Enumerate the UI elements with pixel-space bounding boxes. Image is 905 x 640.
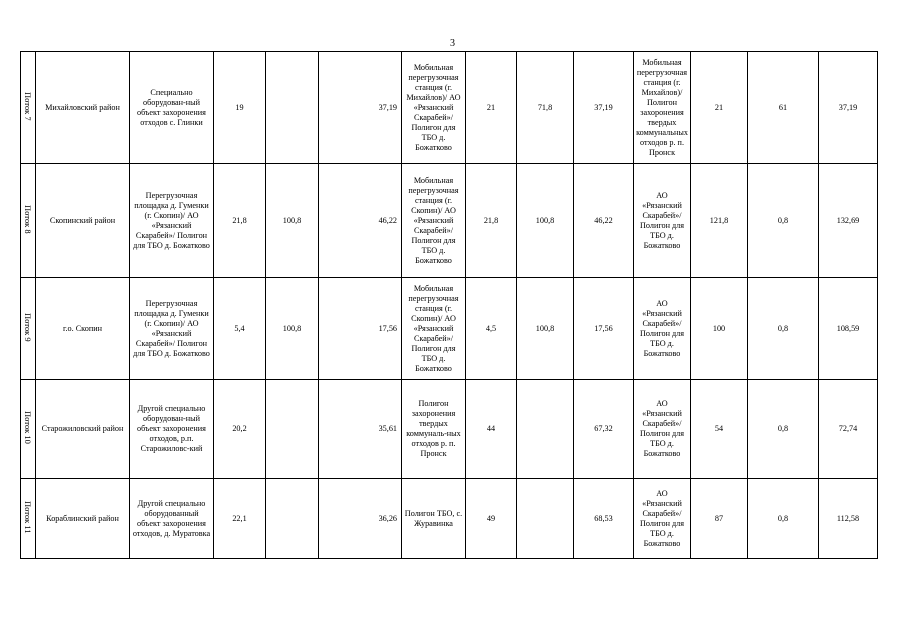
value-cell bbox=[266, 52, 319, 164]
value-cell: 20,2 bbox=[214, 380, 266, 479]
value-cell bbox=[266, 380, 319, 479]
flow-label: Поток 11 bbox=[23, 500, 33, 534]
object3-cell bbox=[634, 479, 691, 559]
flow-label: Поток 7 bbox=[23, 91, 33, 121]
table-row bbox=[21, 380, 878, 479]
value-cell bbox=[266, 479, 319, 559]
object3-text: АО «Рязанский Скарабей»/ Полигон для ТБО д. Божатково bbox=[639, 190, 685, 250]
object1-text: Специально оборудован-ный объект захоронения отходов с. Глинки bbox=[137, 87, 206, 127]
value-cell: 112,58 bbox=[819, 479, 878, 559]
value-cell: 61 bbox=[748, 52, 819, 164]
value-cell: 21,8 bbox=[466, 164, 517, 278]
value-cell: 0,8 bbox=[748, 479, 819, 559]
value-cell: 108,59 bbox=[819, 278, 878, 380]
object2-text: Полигон ТБО, с. Журавинка bbox=[404, 508, 463, 528]
value-cell: 46,22 bbox=[574, 164, 634, 278]
flow-cell bbox=[21, 52, 36, 164]
district-label: Скопинский район bbox=[49, 215, 116, 225]
object2-cell bbox=[402, 164, 466, 278]
object2-cell bbox=[402, 380, 466, 479]
value-cell: 68,53 bbox=[574, 479, 634, 559]
table-row bbox=[21, 479, 878, 559]
object3-text: Мобильная перегрузочная станция (г. Михайлов)/ Полигон захоронения твердых коммунальных отходов р. п. Пронск bbox=[636, 57, 688, 157]
value-cell: 19 bbox=[214, 52, 266, 164]
flow-label: Поток 9 bbox=[23, 312, 33, 342]
flow-cell bbox=[21, 479, 36, 559]
value-cell: 100,8 bbox=[266, 164, 319, 278]
district-cell bbox=[36, 479, 130, 559]
flow-cell bbox=[21, 278, 36, 380]
value-cell: 54 bbox=[691, 380, 748, 479]
value-cell: 5,4 bbox=[214, 278, 266, 380]
object2-text: Мобильная перегрузочная станция (г. Михайлов)/ АО «Рязанский Скарабей»/ Полигон для ТБО д. Божатково bbox=[406, 62, 461, 152]
object2-text: Мобильная перегрузочная станция (г. Скопин)/ АО «Рязанский Скарабей»/ Полигон для ТБО д. Божатково bbox=[408, 175, 459, 265]
district-cell bbox=[36, 380, 130, 479]
object1-cell bbox=[130, 278, 214, 380]
value-cell: 46,22 bbox=[319, 164, 402, 278]
value-cell bbox=[517, 380, 574, 479]
value-cell: 36,26 bbox=[319, 479, 402, 559]
object1-cell bbox=[130, 52, 214, 164]
value-cell: 17,56 bbox=[319, 278, 402, 380]
value-cell: 37,19 bbox=[819, 52, 878, 164]
value-cell: 67,32 bbox=[574, 380, 634, 479]
page-number: 3 bbox=[450, 38, 455, 49]
flow-label: Поток 10 bbox=[23, 411, 33, 444]
object3-text: АО «Рязанский Скарабей»/ Полигон для ТБО д. Божатково bbox=[639, 488, 685, 548]
district-label: г.о. Скопин bbox=[63, 323, 102, 333]
flow-label: Поток 8 bbox=[23, 204, 33, 234]
value-cell bbox=[517, 479, 574, 559]
value-cell: 100,8 bbox=[517, 278, 574, 380]
district-label: Старожиловский район bbox=[41, 424, 124, 433]
object2-text: Мобильная перегрузочная станция (г. Скопин)/ АО «Рязанский Скарабей»/ Полигон для ТБО д. Божатково bbox=[408, 283, 459, 373]
value-cell: 0,8 bbox=[748, 380, 819, 479]
table-row bbox=[21, 52, 878, 164]
value-cell: 21,8 bbox=[214, 164, 266, 278]
object1-text: Другой специально оборудованный объект захоронения отходов, д. Муратовка bbox=[132, 498, 211, 538]
value-cell: 87 bbox=[691, 479, 748, 559]
value-cell: 100,8 bbox=[517, 164, 574, 278]
value-cell: 35,61 bbox=[319, 380, 402, 479]
value-cell: 21 bbox=[466, 52, 517, 164]
value-cell: 37,19 bbox=[574, 52, 634, 164]
object1-cell bbox=[130, 164, 214, 278]
value-cell: 132,69 bbox=[819, 164, 878, 278]
waste-flow-table bbox=[20, 51, 878, 559]
value-cell: 17,56 bbox=[574, 278, 634, 380]
object2-cell bbox=[402, 278, 466, 380]
value-cell: 121,8 bbox=[691, 164, 748, 278]
district-cell bbox=[36, 52, 130, 164]
value-cell: 37,19 bbox=[319, 52, 402, 164]
object3-cell bbox=[634, 380, 691, 479]
value-cell: 44 bbox=[466, 380, 517, 479]
object1-text: Перегрузочная площадка д. Гуменки (г. Скопин)/ АО «Рязанский Скарабей»/ Полигон для ТБО д. Божатково bbox=[133, 190, 210, 250]
value-cell: 72,74 bbox=[819, 380, 878, 479]
value-cell: 100 bbox=[691, 278, 748, 380]
district-cell bbox=[36, 164, 130, 278]
value-cell: 100,8 bbox=[266, 278, 319, 380]
flow-cell bbox=[21, 164, 36, 278]
object3-cell bbox=[634, 278, 691, 380]
object1-text: Перегрузочная площадка д. Гуменки (г. Скопин)/ АО «Рязанский Скарабей»/ Полигон для ТБО д. Божатково bbox=[133, 298, 210, 358]
district-label: Михайловский район bbox=[45, 102, 120, 112]
table-row bbox=[21, 164, 878, 278]
table-row bbox=[21, 278, 878, 380]
object1-text: Другой специально оборудован-ный объект захоронения отходов, р.п. Старожиловс-кий bbox=[137, 404, 206, 453]
value-cell: 0,8 bbox=[748, 164, 819, 278]
value-cell: 4,5 bbox=[466, 278, 517, 380]
value-cell: 21 bbox=[691, 52, 748, 164]
object3-text: АО «Рязанский Скарабей»/ Полигон для ТБО д. Божатково bbox=[639, 399, 685, 458]
value-cell: 49 bbox=[466, 479, 517, 559]
object3-cell bbox=[634, 52, 691, 164]
value-cell: 22,1 bbox=[214, 479, 266, 559]
district-cell bbox=[36, 278, 130, 380]
district-label: Кораблинский район bbox=[46, 513, 119, 523]
value-cell: 71,8 bbox=[517, 52, 574, 164]
object2-cell bbox=[402, 52, 466, 164]
object2-text: Полигон захоронения твердых коммуналь-ных отходов р. п. Пронск bbox=[406, 399, 461, 458]
object1-cell bbox=[130, 479, 214, 559]
flow-cell bbox=[21, 380, 36, 479]
table-body bbox=[21, 52, 878, 559]
object1-cell bbox=[130, 380, 214, 479]
value-cell: 0,8 bbox=[748, 278, 819, 380]
object2-cell bbox=[402, 479, 466, 559]
object3-text: АО «Рязанский Скарабей»/ Полигон для ТБО д. Божатково bbox=[639, 298, 685, 358]
object3-cell bbox=[634, 164, 691, 278]
